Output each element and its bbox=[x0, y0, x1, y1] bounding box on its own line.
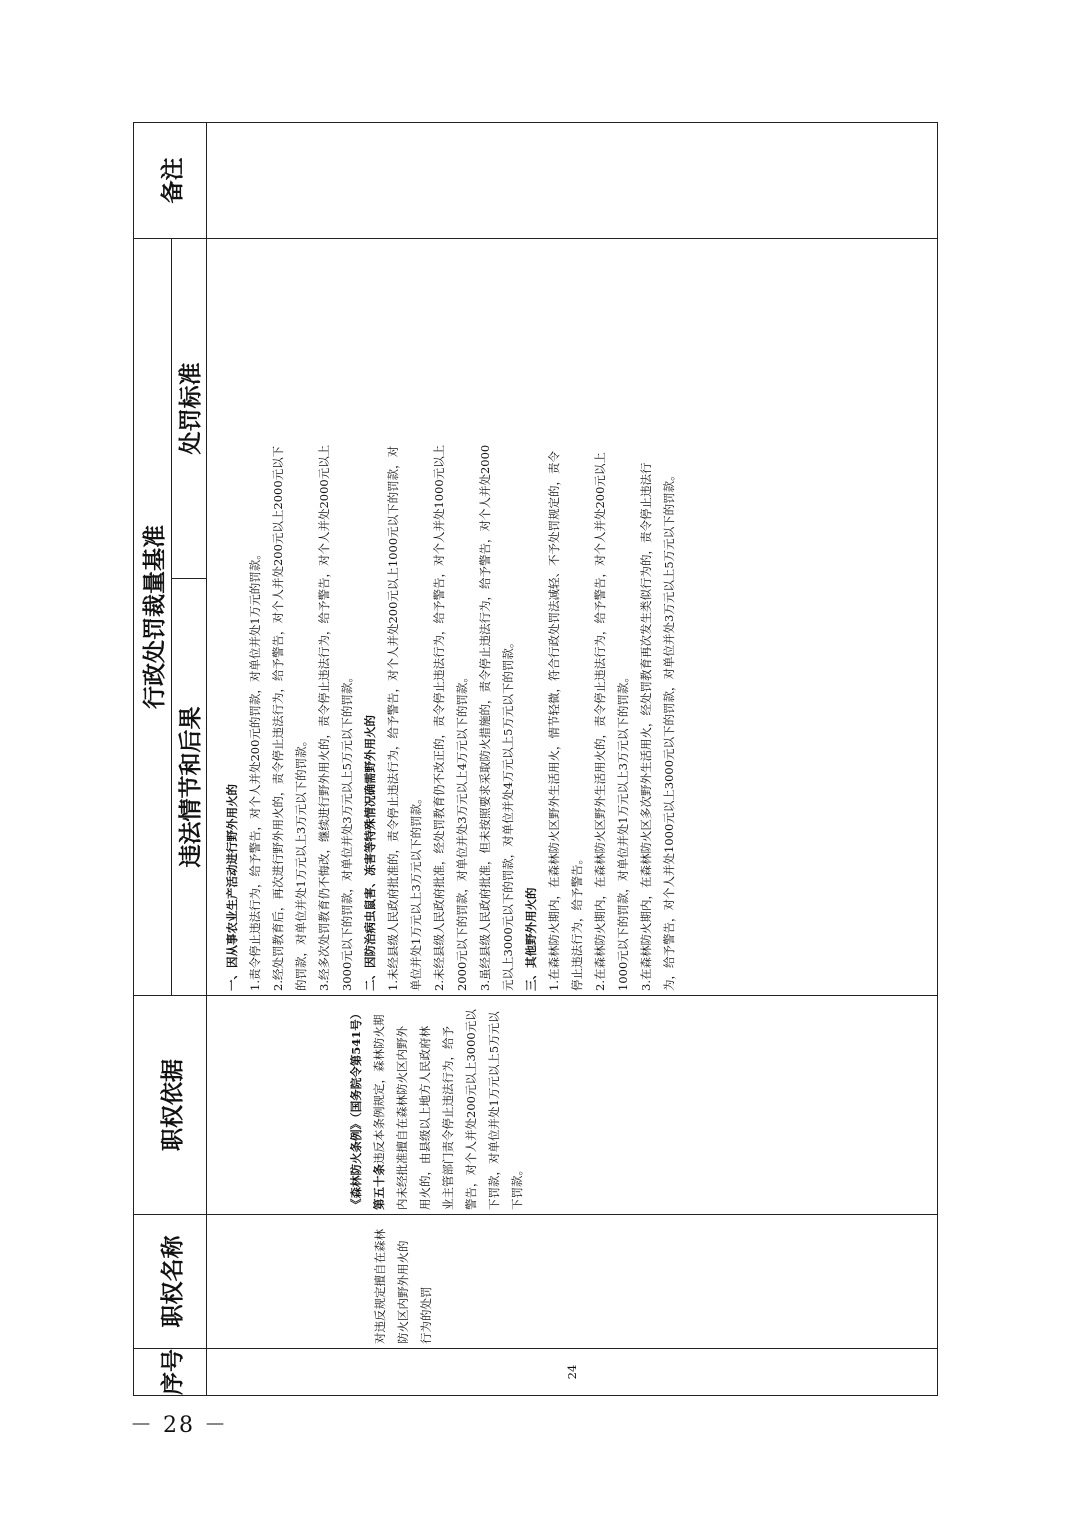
section-line: 2.经处罚教育后，再次进行野外用火的，责令停止违法行为，给予警告，对个人并处200元以上2000元以下 bbox=[271, 445, 285, 991]
basis-line: 业主管部门责令停止违法行为，给予 bbox=[441, 1026, 455, 1210]
row-remarks bbox=[207, 123, 938, 239]
basis-line: 警告，对个人并处200元以上3000元以 bbox=[464, 1009, 478, 1210]
name-line: 防火区内野外用火的 bbox=[396, 1240, 410, 1344]
section-line: 3.经多次处罚教育仍不悔改，继续进行野外用火的，责令停止违法行为，给予警告，对个人并处2000元以上 bbox=[317, 444, 331, 991]
section-line: 1.在森林防火期内，在森林防火区野外生活用火，情节轻微，符合行政处罚法减轻、不予处罚规定的，责令 bbox=[547, 451, 561, 991]
section-line: 3000元以下的罚款，对单位并处3万元以上5万元以下的罚款。 bbox=[340, 671, 354, 991]
section-line: 停止违法行为，给予警告。 bbox=[570, 853, 584, 991]
header-penalty-standard: 处罚标准 bbox=[171, 239, 207, 579]
section-line: 1000元以下的罚款，对单位并处1万元以上3万元以下的罚款。 bbox=[616, 671, 630, 991]
rotated-table bbox=[133, 123, 938, 1396]
section-line: 元以上3000元以下的罚款，对单位并处4万元以上5万元以下的罚款。 bbox=[501, 636, 515, 991]
basis-title: 《森林防火条例》（国务院令第541号） bbox=[349, 1007, 363, 1210]
table-rotator bbox=[133, 123, 938, 1396]
section-line: 单位并处1万元以上3万元以下的罚款。 bbox=[409, 792, 423, 991]
section-heading: 三、其他野外用火的 bbox=[524, 887, 538, 991]
section-line: 3.虽经县级人民政府批准，但未按照要求采取防火措施的，责令停止违法行为，给予警告，对个人并处2000 bbox=[478, 444, 492, 991]
section-heading: 一、因从事农业生产活动进行野外用火的 bbox=[225, 784, 239, 991]
section-line: 为，给予警告，对个人并处1000元以上3000元以下的罚款，对单位并处3万元以上5万元以下的罚款。 bbox=[662, 469, 676, 991]
header-seq: 序号 bbox=[134, 1349, 207, 1396]
section-line: 3.在森林防火期内，在森林防火区多次野外生活用火，经处罚教育再次发生类似行为的，责令停止违法行 bbox=[639, 462, 653, 991]
row-name bbox=[207, 1215, 938, 1349]
section-heading: 二、因防治病虫鼠害、冻害等特殊情况确需野外用火的 bbox=[363, 715, 377, 991]
header-name: 职权名称 bbox=[134, 1215, 207, 1349]
header-basis: 职权依据 bbox=[134, 996, 207, 1215]
page-number: － 28 － bbox=[130, 1413, 228, 1438]
section-line: 1.责令停止违法行为，给予警告，对个人并处200元的罚款，对单位并处1万元的罚款。 bbox=[248, 548, 262, 991]
header-discretion-standard: 行政处罚裁量基准 bbox=[134, 239, 172, 996]
name-line: 对违反规定擅自在森林 bbox=[373, 1229, 387, 1344]
row-basis bbox=[207, 996, 938, 1215]
section-line: 2000元以下的罚款，对单位并处3万元以上4万元以下的罚款。 bbox=[455, 671, 469, 991]
section-line: 2.在森林防火期内，在森林防火区野外生活用火的，责令停止违法行为，给予警告，对个人并处200元以上 bbox=[593, 452, 607, 991]
penalty-standard-table bbox=[133, 122, 938, 1396]
basis-article: 第五十条 bbox=[372, 1164, 386, 1210]
basis-line: 下罚款。 bbox=[510, 1164, 524, 1210]
basis-line: 下罚款，对单位并处1万元以上5万元以 bbox=[487, 1011, 501, 1210]
header-remarks: 备注 bbox=[134, 123, 207, 239]
section-line: 2.未经县级人民政府批准，经处罚教育仍不改正的，责令停止违法行为，给予警告，对个人并处1000元以上 bbox=[432, 444, 446, 991]
header-circumstances: 违法情节和后果 bbox=[171, 579, 207, 996]
table-row bbox=[207, 123, 938, 1396]
name-line: 行为的处罚 bbox=[419, 1286, 433, 1344]
section-line: 的罚款，对单位并处1万元以上3万元以下的罚款。 bbox=[294, 734, 308, 991]
basis-line: 内未经批准擅自在森林防火区内野外 bbox=[395, 1026, 409, 1210]
basis-line: 用火的，由县级以上地方人民政府林 bbox=[418, 1026, 432, 1210]
row-standard bbox=[207, 239, 938, 996]
basis-line: 违反本条例规定，森林防火期 bbox=[372, 1014, 386, 1164]
row-seq: 24 bbox=[207, 1349, 938, 1396]
section-line: 1.未经县级人民政府批准的，责令停止违法行为，给予警告，对个人并处200元以上1000元以下的罚款，对 bbox=[386, 445, 400, 991]
